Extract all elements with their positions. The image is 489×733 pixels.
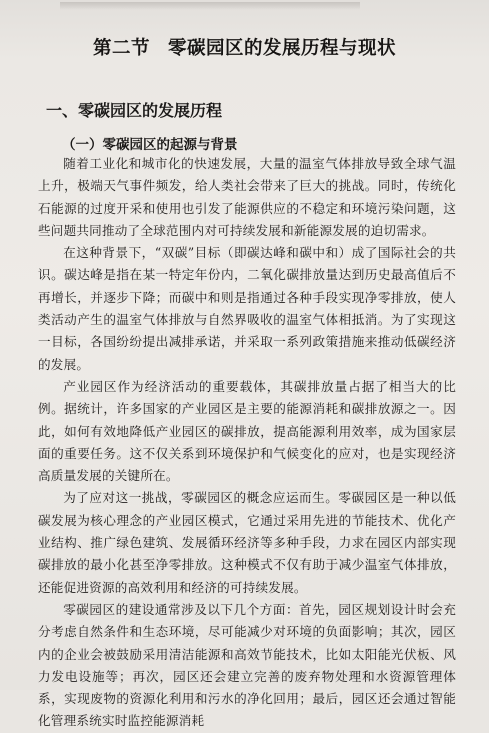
chapter-title: 零碳园区的发展历程与现状 bbox=[168, 38, 397, 59]
chapter-heading bbox=[0, 34, 489, 60]
paragraph: 随着工业化和城市化的快速发展，大量的温室气体排放导致全球气温上升，极端天气事件频发，给人类社会带来了巨大的挑战。同时，传统化石能源的过度开采和使用也引发了能源供应的不稳定和环境污染问题，这些问题共同推动了全球范围内对可持续发展和新能源发展的迫切需求。 bbox=[38, 156, 456, 238]
paragraph: 为了应对这一挑战，零碳园区的概念应运而生。零碳园区是一种以低碳发展为核心理念的产业园区模式，它通过采用先进的节能技术、优化产业结构、推广绿色建筑、发展循环经济等多种手段，力求在园区内部实现碳排放的最小化甚至净零排放。这种模式不仅有助于减少温室气体排放，还能促进资源的高效利用和经济的可持续发展。 bbox=[38, 490, 456, 595]
paragraph: 产业园区作为经济活动的重要载体，其碳排放量占据了相当大的比例。据统计，许多国家的产业园区是主要的能源消耗和碳排放源之一。因此，如何有效地降低产业园区的碳排放，提高能源利用效率，成为国家层面的重要任务。这不仅关系到环境保护和气候变化的应对，也是实现经济高质量发展的关键所在。 bbox=[38, 378, 456, 484]
paragraph: 零碳园区的建设通常涉及以下几个方面：首先，园区规划设计时会充分考虑自然条件和生态环境，尽可能减少对环境的负面影响；其次，园区内的企业会被鼓励采用清洁能源和高效节能技术，比如太阳能光伏板、风力发电设施等；再次，园区还会建立完善的废弃物处理和水资源管理体系，实现废物的资源化利用和污水的净化回用；最后，园区还会通过智能化管理系统实时监控能源消耗 bbox=[38, 601, 456, 729]
subsection-heading: （一）零碳园区的起源与背景 bbox=[62, 137, 238, 153]
body-text bbox=[38, 153, 456, 733]
bleed-through-shadow bbox=[60, 2, 360, 10]
paragraph: 在这种背景下，“双碳”目标（即碳达峰和碳中和）成了国际社会的共识。碳达峰是指在某一特定年份内，二氧化碳排放量达到历史最高值后不再增长，并逐步下降；而碳中和则是指通过各种手段实现净零排放，使人类活动产生的温室气体排放与自然界吸收的温室气体相抵消。为了实现这一目标，各国纷纷提出减排承诺，并采取一系列政策措施来推动低碳经济的发展。 bbox=[38, 245, 456, 372]
chapter-number: 第二节 bbox=[92, 38, 150, 59]
section-heading: 一、零碳园区的发展历程 bbox=[46, 101, 223, 120]
